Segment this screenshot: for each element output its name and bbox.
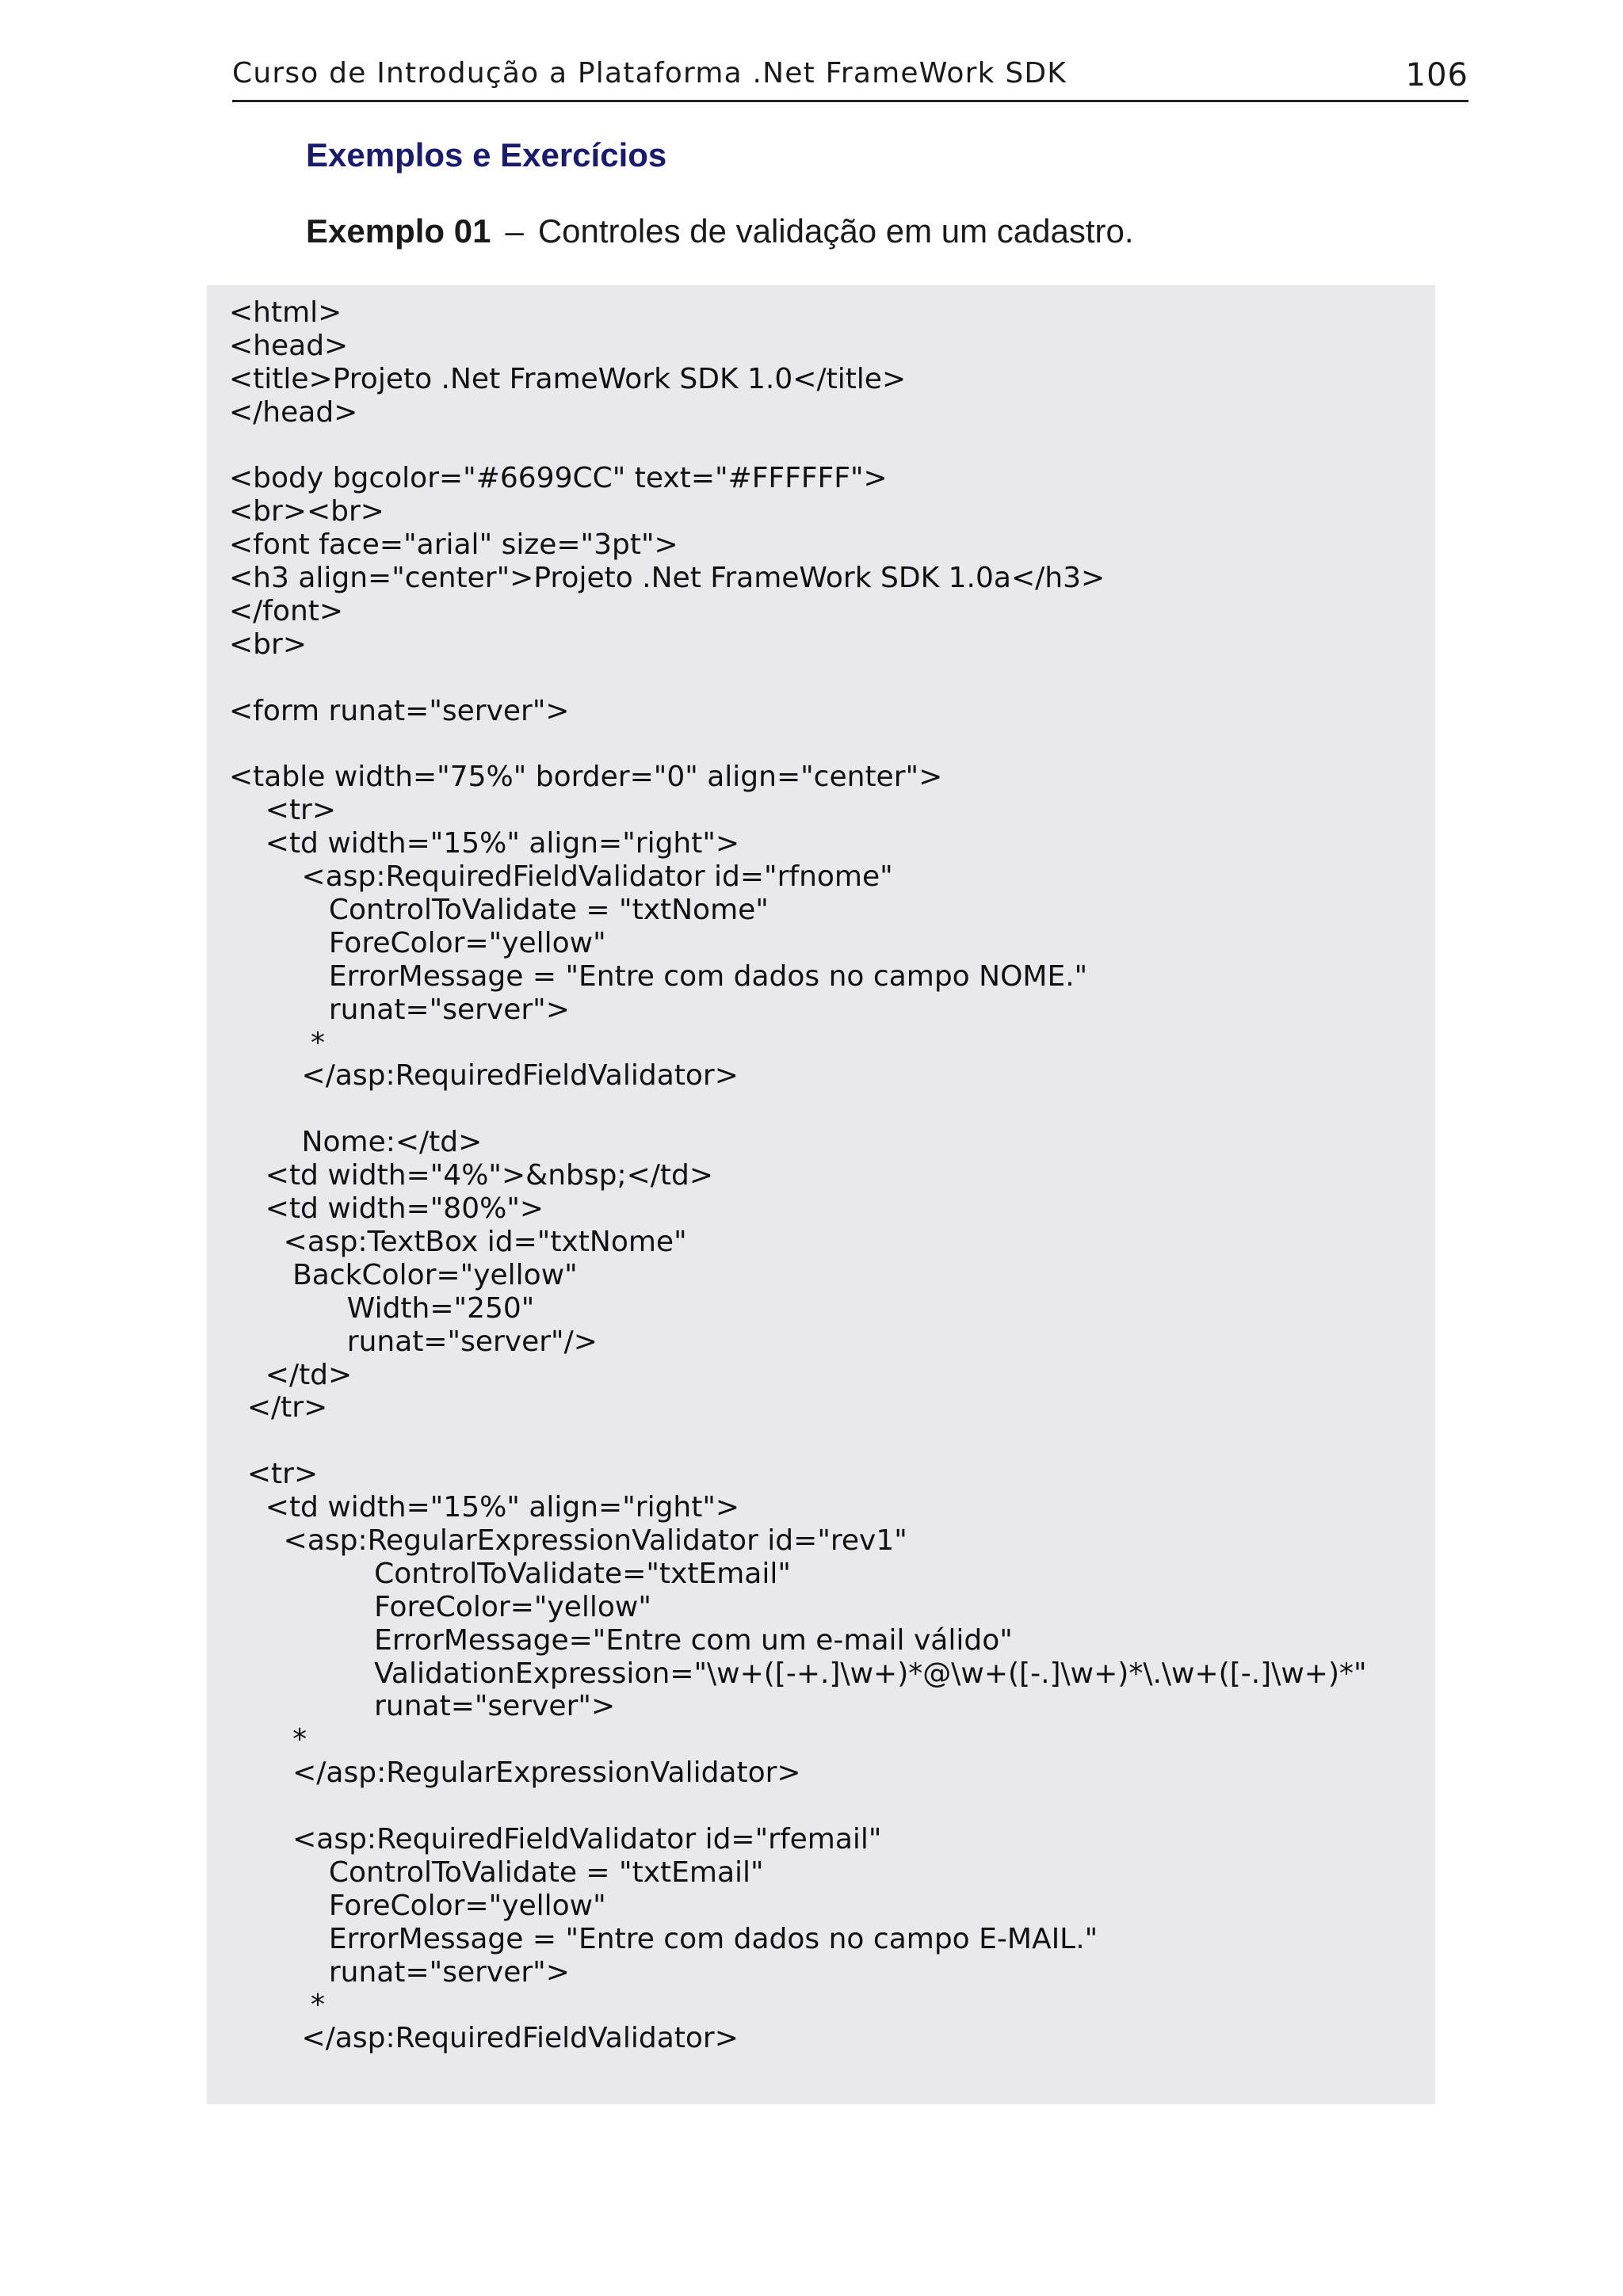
header-title: Curso de Introdução a Plataforma .Net FrameWork SDK <box>232 57 1067 90</box>
code-line: * <box>229 1026 325 1059</box>
code-line: <td width="80%"> <box>229 1192 544 1226</box>
code-line: Nome:</td> <box>229 1126 483 1159</box>
code-line: <head> <box>229 329 349 362</box>
code-line: </asp:RequiredFieldValidator> <box>229 2022 739 2055</box>
code-line: ForeColor="yellow" <box>229 1889 606 1922</box>
code-line: runat="server"> <box>229 993 570 1026</box>
code-lines <box>229 296 1367 2055</box>
code-line: runat="server"> <box>229 1690 616 1723</box>
code-line: <br> <box>229 627 307 661</box>
page-number: 106 <box>1405 57 1468 93</box>
code-line: <table width="75%" border="0" align="center"> <box>229 761 943 794</box>
code-line: <asp:RegularExpressionValidator id="rev1" <box>229 1524 907 1557</box>
code-line <box>229 1093 1367 1126</box>
code-line: <br><br> <box>229 495 384 528</box>
code-line: <title>Projeto .Net FrameWork SDK 1.0</title> <box>229 362 907 395</box>
code-line: ForeColor="yellow" <box>229 1590 651 1623</box>
code-line: <tr> <box>229 794 337 827</box>
code-line: </asp:RegularExpressionValidator> <box>229 1756 801 1790</box>
code-line: <body bgcolor="#6699CC" text="#FFFFFF"> <box>229 462 888 495</box>
example-dash: – <box>505 212 524 250</box>
code-line: * <box>229 1723 307 1756</box>
code-listing <box>207 285 1435 2104</box>
code-line: ErrorMessage = "Entre com dados no campo E-MAIL." <box>229 1922 1098 1955</box>
code-line: <tr> <box>229 1458 319 1491</box>
code-line: BackColor="yellow" <box>229 1258 578 1291</box>
code-line: runat="server"> <box>229 1955 570 1989</box>
code-line <box>229 429 1367 463</box>
example-description: Controles de validação em um cadastro. <box>537 212 1134 250</box>
code-line: </head> <box>229 395 358 429</box>
code-line <box>229 728 1367 761</box>
code-line: <font face="arial" size="3pt"> <box>229 528 678 562</box>
code-line: <h3 align="center">Projeto .Net FrameWork SDK 1.0a</h3> <box>229 562 1106 595</box>
code-line: </td> <box>229 1358 353 1391</box>
code-line: </font> <box>229 595 344 628</box>
code-line: ErrorMessage="Entre com um e-mail válido" <box>229 1623 1013 1657</box>
code-line: </asp:RequiredFieldValidator> <box>229 1059 739 1093</box>
code-line: <asp:RequiredFieldValidator id="rfnome" <box>229 860 893 894</box>
code-line <box>229 1790 1367 1823</box>
code-line: Width="250" <box>229 1291 535 1325</box>
code-line: runat="server"/> <box>229 1325 598 1358</box>
code-line <box>229 1425 1367 1458</box>
code-line: ControlToValidate = "txtNome" <box>229 894 769 927</box>
code-line: ValidationExpression="\w+([-+.]\w+)*@\w+([-.]\w+)*\.\w+([-.]\w+)*" <box>229 1657 1367 1690</box>
code-line: ErrorMessage = "Entre com dados no campo NOME." <box>229 959 1088 993</box>
code-line: <form runat="server"> <box>229 694 570 727</box>
page-header <box>232 55 1468 102</box>
example-label: Exemplo 01 <box>306 212 491 250</box>
code-line: <td width="15%" align="right"> <box>229 827 740 860</box>
code-line: <asp:TextBox id="txtNome" <box>229 1225 687 1258</box>
code-line: ControlToValidate="txtEmail" <box>229 1557 791 1590</box>
code-line: <td width="15%" align="right"> <box>229 1491 740 1524</box>
code-line: <td width="4%">&nbsp;</td> <box>229 1159 714 1192</box>
code-line: ForeColor="yellow" <box>229 926 606 959</box>
section-title: Exemplos e Exercícios <box>306 136 667 174</box>
code-line <box>229 662 1367 695</box>
code-line: * <box>229 1989 325 2022</box>
code-line: ControlToValidate = "txtEmail" <box>229 1855 764 1889</box>
code-line: <asp:RequiredFieldValidator id="rfemail" <box>229 1822 882 1855</box>
example-heading <box>306 212 1134 250</box>
code-line: <html> <box>229 296 342 329</box>
code-line: </tr> <box>229 1391 328 1425</box>
